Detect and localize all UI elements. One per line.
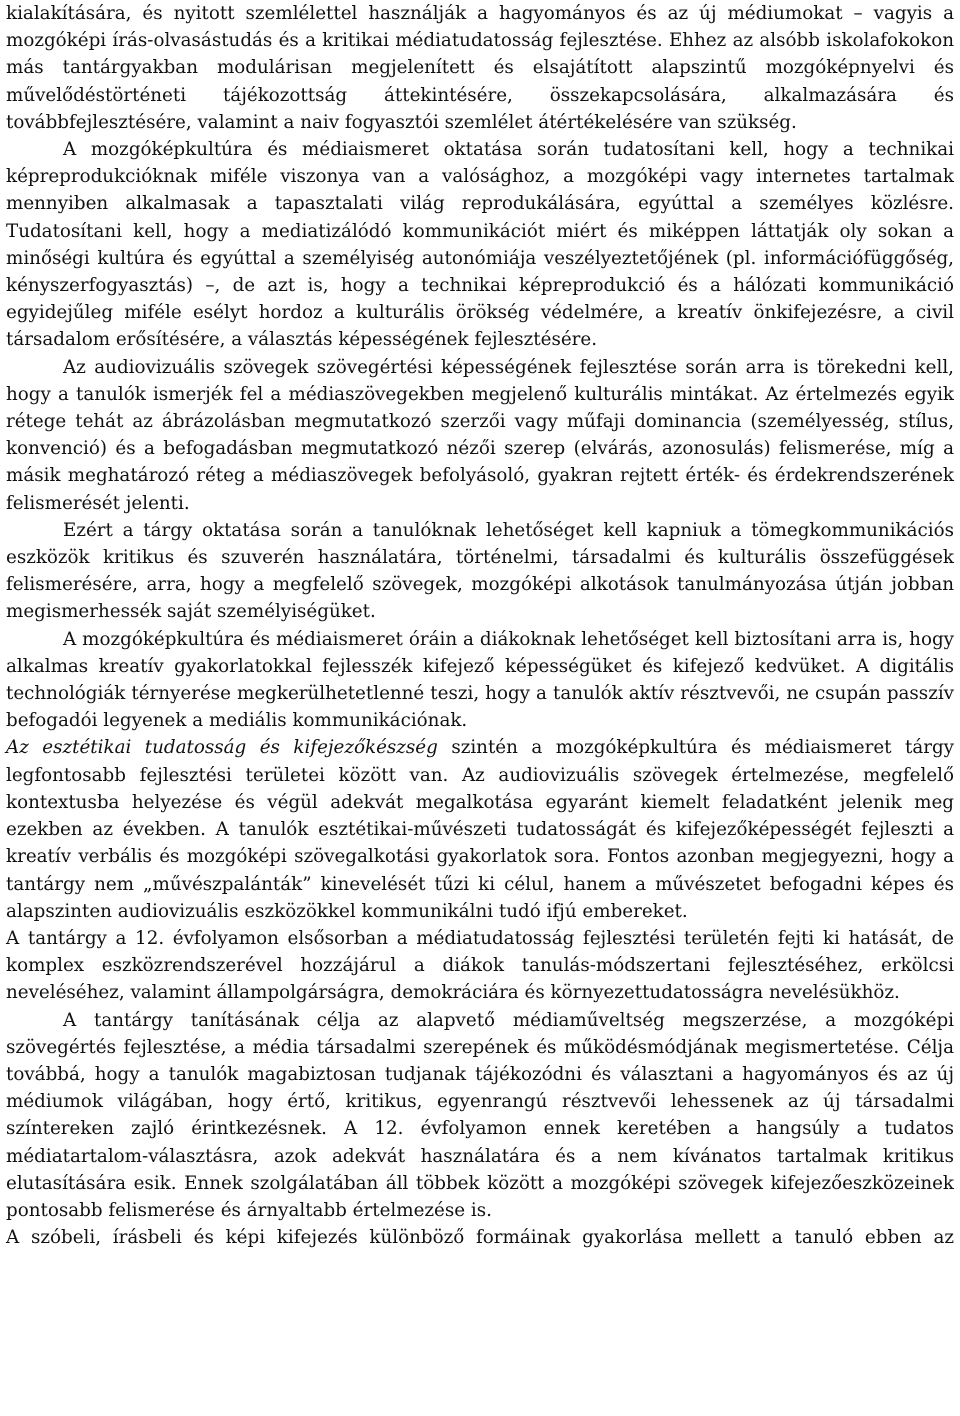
paragraph-3: Az audiovizuális szövegek szövegértési képességének fejlesztése során arra is törekedni kell, hogy a tanulók ismerjék fel a médiaszövegekben megjelenő kulturális mintákat. Az értelmezés egyik rétege tehát az ábrázolásban megmutatkozó szerzői vagy műfaji dominancia (személyesség, stílus, konvenció) és a befogadásban megmutatkozó nézői szerep (elvárás, azonosulás) felismerése, míg a másik meghatározó réteg a médiaszövegek befolyásoló, gyakran rejtett érték- és érdekrendszerének felismerését jelenti. xyxy=(6,356,954,514)
paragraph-2: A mozgóképkultúra és médiaismeret oktatása során tudatosítani kell, hogy a technikai képreprodukcióknak miféle viszonya van a valósághoz, a mozgóképi vagy internetes tartalmak mennyiben alkalmasak a tapasztalati világ reprodukálására, egyúttal a személyes közlésre. Tudatosítani kell, hogy a mediatizálódó kommunikációt miért és miképpen láttatják oly sokan a minőségi kultúra és egyúttal a személyiség autonómiája veszélyeztetőjének (pl. információfüggőség, kényszerfogyasztás) –, de azt is, hogy a technikai képreprodukció és a hálózati kommunikáció egyidejűleg miféle esélyt hordoz a kulturális örökség védelmére, a kreatív önkifejezésre, a civil társadalom erősítésére, a választás képességének fejlesztésére. xyxy=(6,139,954,351)
paragraph-6 xyxy=(6,734,954,924)
paragraph-1: kialakítására, és nyitott szemlélettel használják a hagyományos és az új médiumokat – vagyis a mozgóképi írás-olvasástudás és a kritikai médiatudatosság fejlesztése. Ehhez az alsóbb iskolafokokon más tantárgyakban modulárisan megjelenített és elsajátított alapszintű mozgóképnyelvi és művelődéstörténeti tájékozottság áttekintésére, összekapcsolására, alkalmazására és továbbfejlesztésére, valamint a naiv fogyasztói szemlélet átértékelésére van szükség. xyxy=(6,3,954,133)
paragraph-9: A szóbeli, írásbeli és képi kifejezés különböző formáinak gyakorlása mellett a tanuló ebben az xyxy=(6,1227,954,1249)
paragraph-6-body: szintén a mozgóképkultúra és médiaismeret tárgy legfontosabb fejlesztési területei között van. Az audiovizuális szövegek értelmezése, megfelelő kontextusba helyezése és végül adekvát megalkotása egyaránt kiemelt feladatként jelenik meg ezekben az években. A tanulók esztétikai-művészeti tudatosságát és kifejezőképességét fejleszti a kreatív verbális és mozgóképi szövegalkotási gyakorlatok sora. Fontos azonban megjegyezni, hogy a tantárgy nem „művészpalánták” kinevelését tűzi ki célul, hanem a művészetet befogadni képes és alapszinten audiovizuális eszközökkel kommunikálni tudó ifjú embereket. xyxy=(6,737,954,922)
paragraph-6-italic-lead: Az esztétikai tudatosság és kifejezőkészség xyxy=(6,737,438,759)
paragraph-8: A tantárgy tanításának célja az alapvető médiaműveltség megszerzése, a mozgóképi szövegértés fejlesztése, a média társadalmi szerepének és működésmódjának megismertetése. Célja továbbá, hogy a tanulók magabiztosan tudjanak tájékozódni és választani a hagyományos és az új médiumok világában, hogy értő, kritikus, egyenrangú résztvevői lehessenek az új társadalmi színtereken zajló érintkezésnek. A 12. évfolyamon ennek keretében a hangsúly a tudatos médiatartalom-választásra, azok adekvát használatára és a nem kívánatos tartalmak kritikus elutasítására esik. Ennek szolgálatában áll többek között a mozgóképi szövegek kifejezőeszközeinek pontosabb felismerése és árnyaltabb értelmezése is. xyxy=(6,1009,954,1221)
paragraph-4: Ezért a tárgy oktatása során a tanulóknak lehetőséget kell kapniuk a tömegkommunikációs eszközök kritikus és szuverén használatára, történelmi, társadalmi és kulturális összefüggések felismerésére, arra, hogy a megfelelő szövegek, mozgóképi alkotások tanulmányozása útján jobban megismerhessék saját személyiségüket. xyxy=(6,519,954,623)
paragraph-7: A tantárgy a 12. évfolyamon elsősorban a médiatudatosság fejlesztési területén fejti ki hatását, de komplex eszközrendszerével hozzájárul a diákok tanulás-módszertani fejlesztéséhez, erkölcsi neveléséhez, valamint állampolgárságra, demokráciára és környezettudatosságra nevelésükhöz. xyxy=(6,927,954,1004)
paragraph-5: A mozgóképkultúra és médiaismeret óráin a diákoknak lehetőséget kell biztosítani arra is, hogy alkalmas kreatív gyakorlatokkal fejlesszék kifejező képességüket és kifejező kedvüket. A digitális technológiák térnyerése megkerülhetetlenné teszi, hogy a tanulók aktív résztvevői, ne csupán passzív befogadói legyenek a mediális kommunikációnak. xyxy=(6,628,954,732)
